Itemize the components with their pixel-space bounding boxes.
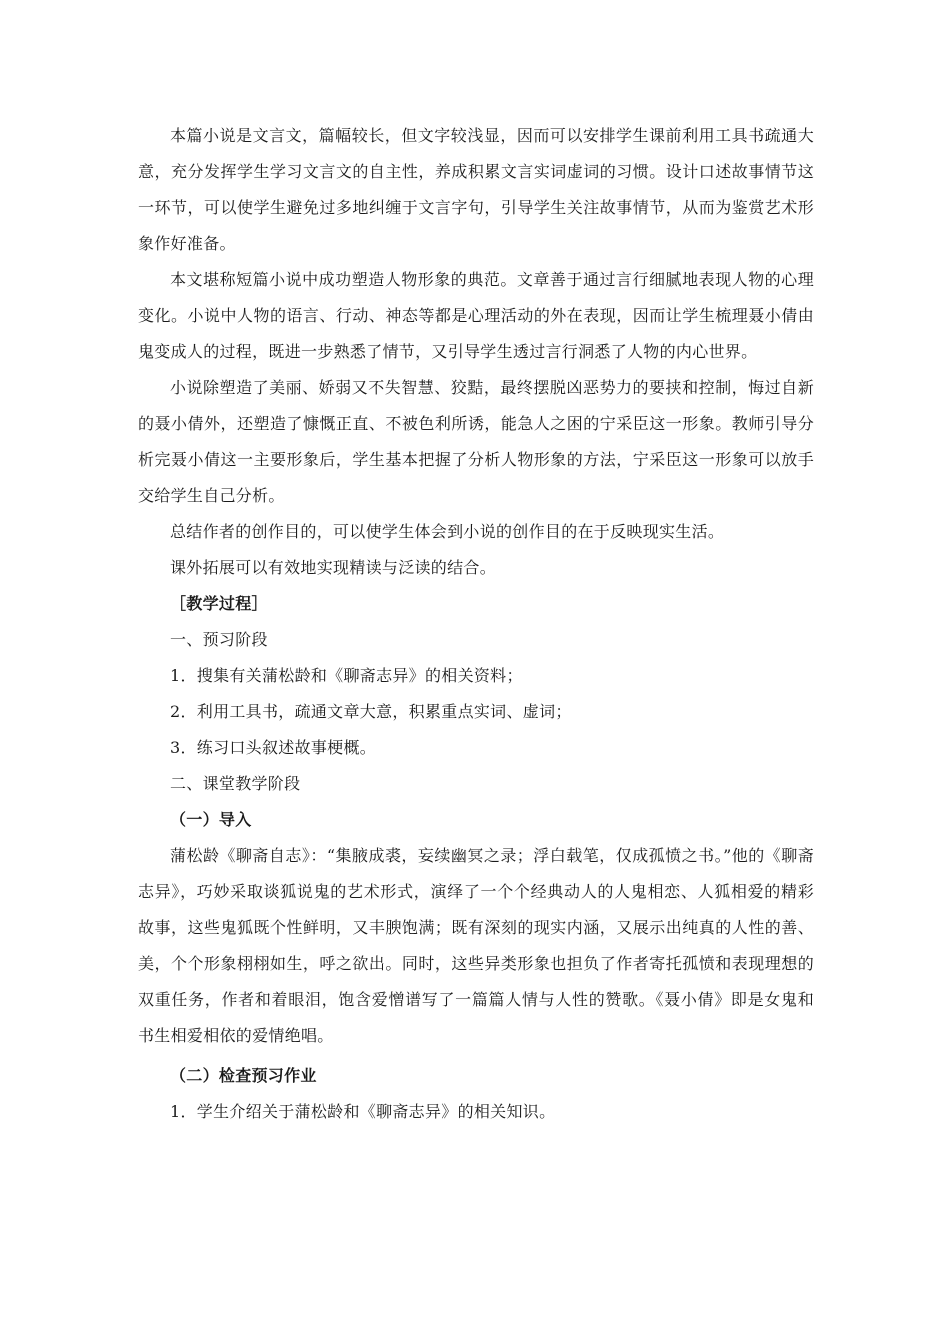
paragraph-preparation: 本篇小说是文言文，篇幅较长，但文字较浅显，因而可以安排学生课前利用工具书疏通大意，充分发挥学生学习文言文的自主性，养成积累文言实词虚词的习惯。设计口述故事情节这一环节，可以使学生避免过多地纠缠于文言字句，引导学生关注故事情节，从而为鉴赏艺术形象作好准备。 — [138, 126, 814, 253]
paragraph-intro: 蒲松龄《聊斋自志》：“集腋成裘，妄续幽冥之录；浮白载笔，仅成孤愤之书。”他的《聊斋志异》，巧妙采取谈狐说鬼的艺术形式，演绎了一个个经典动人的人鬼相恋、人狐相爱的精彩故事，这些鬼狐既个性鲜明，又丰腴饱满；既有深刻的现实内涵，又展示出纯真的人性的善、美，个个形象栩栩如生，呼之欲出。同时，这些异类形象也担负了作者寄托孤愤和表现理想的双重任务，作者和着眼泪，饱含爱憎谱写了一篇篇人情与人性的赞歌。《聂小倩》即是女鬼和书生相爱相依的爱情绝唱。 — [138, 846, 814, 1045]
stage2-title: 二、课堂教学阶段 — [170, 774, 301, 793]
paragraph-purpose: 总结作者的创作目的，可以使学生体会到小说的创作目的在于反映现实生活。 — [170, 522, 725, 541]
process-heading: ［教学过程］ — [170, 594, 268, 613]
stage1-title: 一、预习阶段 — [170, 630, 268, 649]
stage1-item-2: 2．利用工具书，疏通文章大意，积累重点实词、虚词； — [170, 702, 572, 721]
sub-heading-intro: （一）导入 — [170, 810, 252, 829]
sub-heading-homework-check: （二）检查预习作业 — [170, 1066, 317, 1085]
stage1-item-1: 1．搜集有关蒲松龄和《聊斋志异》的相关资料； — [170, 666, 523, 685]
homework-item-1: 1．学生介绍关于蒲松龄和《聊斋志异》的相关知识。 — [170, 1102, 556, 1121]
paragraph-extension: 课外拓展可以有效地实现精读与泛读的结合。 — [170, 558, 497, 577]
paragraph-characterization: 本文堪称短篇小说中成功塑造人物形象的典范。文章善于通过言行细腻地表现人物的心理变化。小说中人物的语言、行动、神态等都是心理活动的外在表现，因而让学生梳理聂小倩由鬼变成人的过程，既进一步熟悉了情节，又引导学生透过言行洞悉了人物的内心世界。 — [138, 270, 814, 361]
document-body — [138, 118, 814, 1130]
paragraph-characters: 小说除塑造了美丽、娇弱又不失智慧、狡黠，最终摆脱凶恶势力的要挟和控制，悔过自新的聂小倩外，还塑造了慷慨正直、不被色利所诱，能急人之困的宁采臣这一形象。教师引导分析完聂小倩这一主要形象后，学生基本把握了分析人物形象的方法，宁采臣这一形象可以放手交给学生自己分析。 — [138, 378, 814, 505]
stage1-item-3: 3．练习口头叙述故事梗概。 — [170, 738, 377, 757]
